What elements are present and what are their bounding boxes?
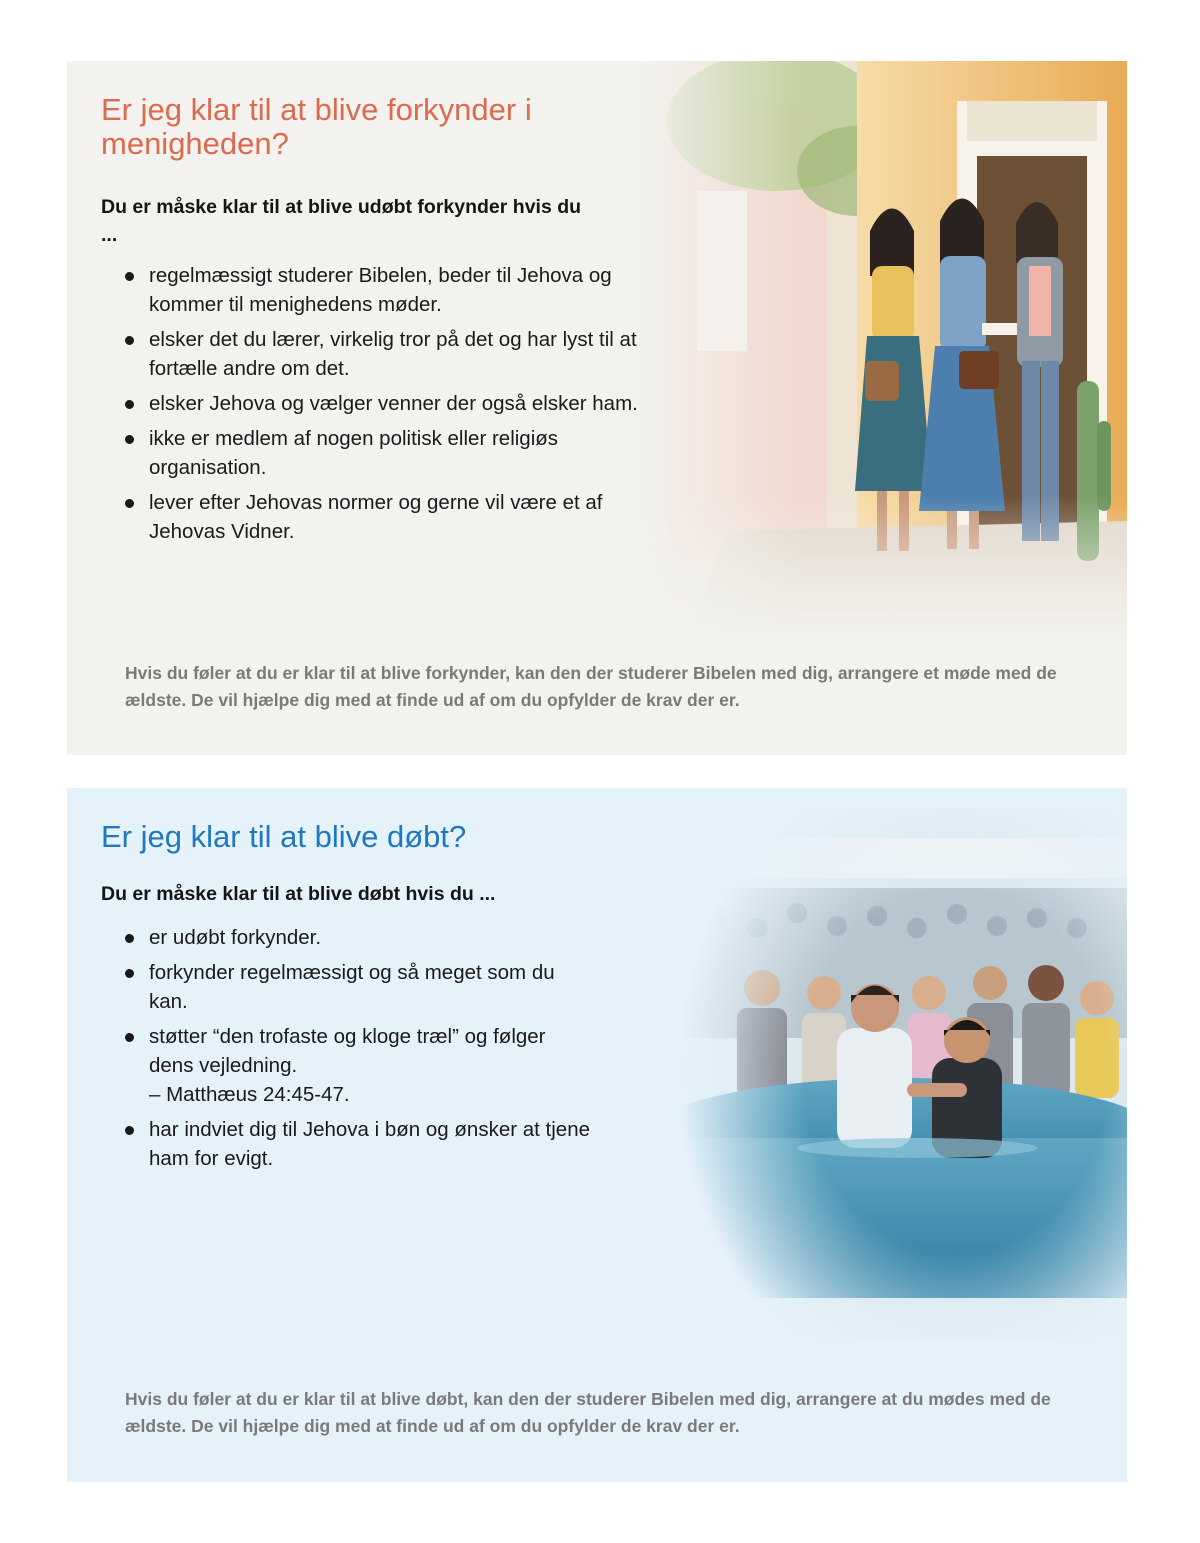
list-item-text: regelmæssigt studerer Bibelen, beder til Jehova og kommer til menighedens møder. bbox=[149, 264, 612, 316]
scripture-reference: – Matthæus 24:45-47. bbox=[149, 1083, 350, 1106]
list-item bbox=[125, 325, 645, 383]
requirements-list bbox=[125, 923, 595, 1179]
bullet-icon bbox=[125, 499, 134, 508]
requirements-list bbox=[125, 261, 645, 552]
bullet-icon bbox=[125, 934, 134, 943]
bullet-icon bbox=[125, 336, 134, 345]
list-item-text: forkynder regelmæssigt og så meget som du kan. bbox=[149, 961, 555, 1013]
list-item bbox=[125, 1115, 595, 1173]
list-item-text: elsker det du lærer, virkelig tror på det og har lyst til at fortælle andre om det. bbox=[149, 328, 637, 380]
list-item-text: er udøbt forkynder. bbox=[149, 926, 322, 949]
bullet-icon bbox=[125, 969, 134, 978]
bullet-icon bbox=[125, 272, 134, 281]
section-footer-note: Hvis du føler at du er klar til at blive døbt, kan den der studerer Bibelen med dig, arrangere at du mødes med de ældste. De vil hjælpe dig med at finde ud af om du opfylder de krav der er. bbox=[125, 1389, 1051, 1436]
list-item bbox=[125, 424, 645, 482]
list-item bbox=[125, 923, 595, 952]
list-item bbox=[125, 958, 595, 1016]
section-title: Er jeg klar til at blive døbt? bbox=[101, 819, 467, 854]
list-item bbox=[125, 389, 645, 418]
list-item-text: ikke er medlem af nogen politisk eller religiøs organisation. bbox=[149, 427, 559, 479]
section-intro: Du er måske klar til at blive døbt hvis du ... bbox=[101, 883, 496, 905]
list-item-text: støtter “den trofaste og kloge træl” og følger dens vejledning. bbox=[149, 1025, 546, 1077]
list-item bbox=[125, 261, 645, 319]
bullet-icon bbox=[125, 1033, 134, 1042]
baptism-illustration bbox=[677, 808, 1127, 1338]
list-item bbox=[125, 1022, 595, 1109]
list-item-text: lever efter Jehovas normer og gerne vil være et af Jehovas Vidner. bbox=[149, 491, 603, 543]
list-item bbox=[125, 488, 645, 546]
bullet-icon bbox=[125, 435, 134, 444]
doorway-conversation-illustration bbox=[627, 61, 1127, 641]
section-intro: Du er måske klar til at blive udøbt forkynder hvis du ... bbox=[101, 196, 582, 246]
bullet-icon bbox=[125, 400, 134, 409]
list-item-text: elsker Jehova og vælger venner der også elsker ham. bbox=[149, 392, 638, 415]
list-item-text: har indviet dig til Jehova i bøn og ønsker at tjene ham for evigt. bbox=[149, 1118, 590, 1170]
section-title: Er jeg klar til at blive forkynder i menigheden? bbox=[101, 92, 532, 161]
baptism-section bbox=[67, 788, 1127, 1482]
section-footer-note: Hvis du føler at du er klar til at blive forkynder, kan den der studerer Bibelen med dig, arrangere et møde med de ældste. De vil hjælpe dig med at finde ud af om du opfylder de krav der er. bbox=[125, 663, 1057, 710]
publisher-section bbox=[67, 61, 1127, 755]
bullet-icon bbox=[125, 1126, 134, 1135]
